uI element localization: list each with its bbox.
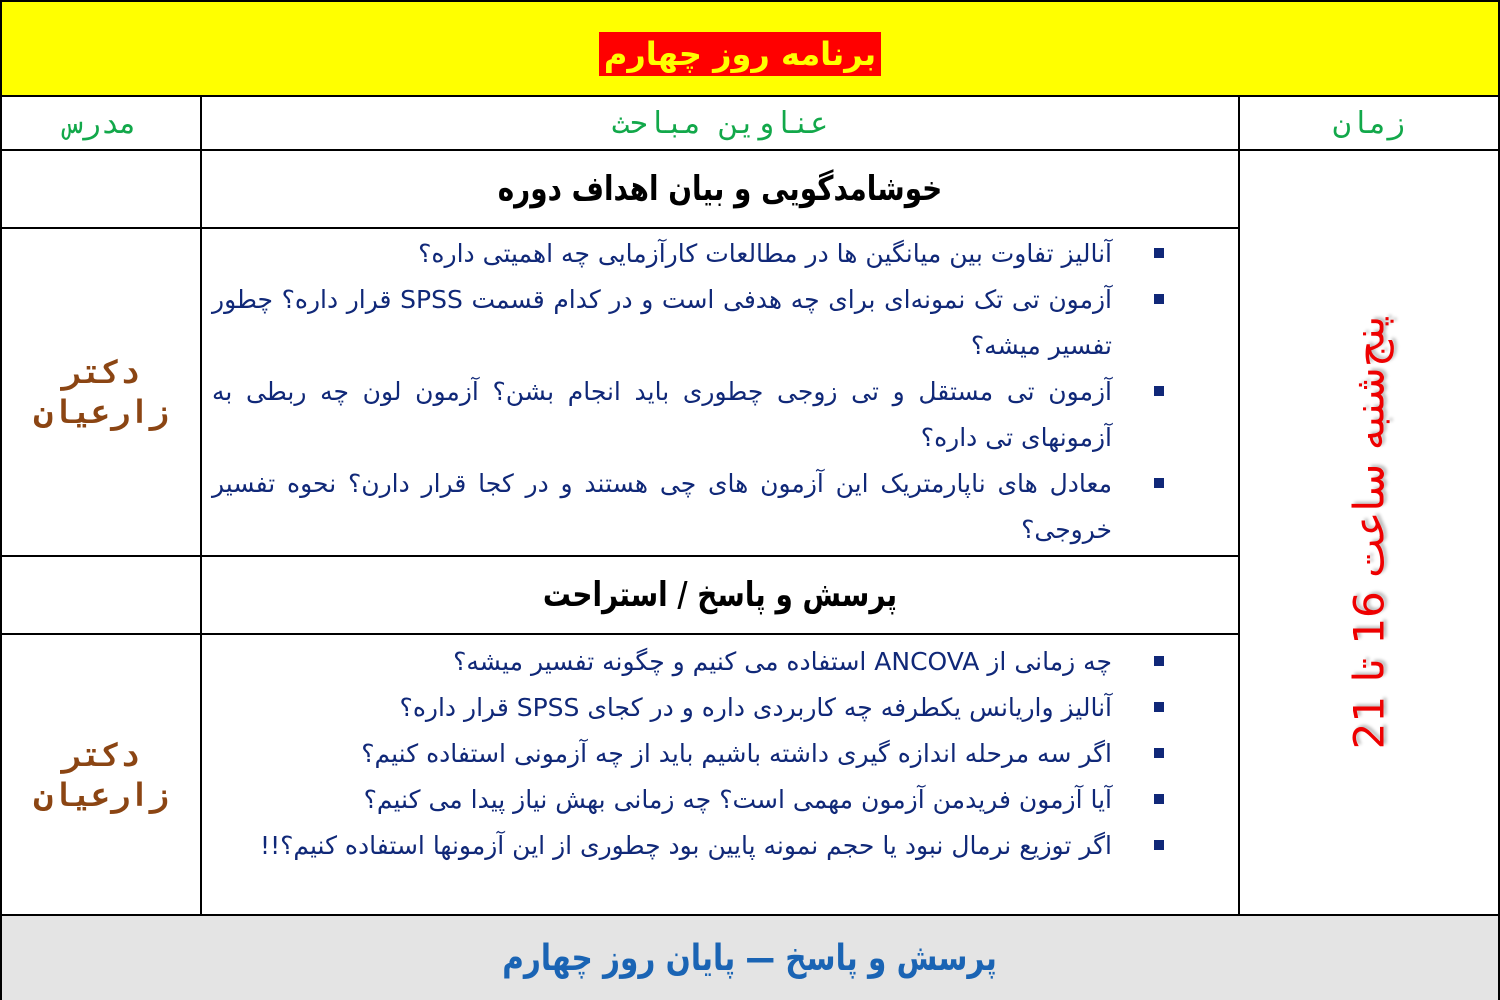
instructor-title: دکتر xyxy=(62,735,140,774)
section-title-welcome: خوشامدگویی و بیان اهداف دوره xyxy=(497,169,943,209)
list-item: اگر توزیع نرمال نبود یا حجم نمونه پایین بود چطوری از این آزمونها استفاده کنیم؟!! xyxy=(212,823,1164,869)
list-item: اگر سه مرحله اندازه گیری داشته باشیم باید از چه آزمونی استفاده کنیم؟ xyxy=(212,731,1164,777)
square-bullet-icon xyxy=(1154,478,1164,488)
topic-list-1 xyxy=(212,231,1164,553)
list-item: معادل های ناپارمتریک این آزمون های چی هستند و در کجا قرار دارن؟ نحوه تفسیر خروجی؟ xyxy=(212,461,1164,553)
section-title-qa-break: پرسش و پاسخ / استراحت xyxy=(542,575,898,615)
instructor-cell-1 xyxy=(2,229,200,555)
page-title: برنامه روز چهارم xyxy=(603,35,877,73)
square-bullet-icon xyxy=(1154,794,1164,804)
time-value: پنج‌شنبه ساعت 16 تا 21 xyxy=(1344,315,1394,750)
instructor-name: زارعیان xyxy=(33,393,169,431)
list-item: آنالیز واریانس یکطرفه چه کاربردی داره و در کجای SPSS قرار داره؟ xyxy=(212,685,1164,731)
square-bullet-icon xyxy=(1154,656,1164,666)
title-bar xyxy=(2,2,1498,97)
square-bullet-icon xyxy=(1154,702,1164,712)
instructor-column-line xyxy=(200,97,202,916)
instructor-name: زارعیان xyxy=(33,775,169,814)
square-bullet-icon xyxy=(1154,248,1164,258)
instructor-title: دکتر xyxy=(62,353,140,391)
time-cell xyxy=(1240,151,1498,914)
square-bullet-icon xyxy=(1154,840,1164,850)
header-time: زمان xyxy=(1332,105,1406,141)
list-item: آنالیز تفاوت بین میانگین ها در مطالعات کارآزمایی چه اهمیتی داره؟ xyxy=(212,231,1164,277)
square-bullet-icon xyxy=(1154,386,1164,396)
square-bullet-icon xyxy=(1154,748,1164,758)
list-item: آیا آزمون فریدمن آزمون مهمی است؟ چه زمانی بهش نیاز پیدا می کنیم؟ xyxy=(212,777,1164,823)
header-instructor: مدرس xyxy=(64,105,138,141)
list-item: آزمون تی تک نمونه‌ای برای چه هدفی است و در کدام قسمت SPSS قرار داره؟ چطور تفسیر میشه؟ xyxy=(212,277,1164,369)
list-item: آزمون تی مستقل و تی زوجی چطوری باید انجام بشن؟ آزمون لون چه ربطی به آزمونهای تی داره؟ xyxy=(212,369,1164,461)
footer-bar xyxy=(2,916,1498,1000)
title-box xyxy=(599,32,881,76)
footer-text: پرسش و پاسخ — پایان روز چهارم xyxy=(502,937,998,979)
list-item: چه زمانی از ANCOVA استفاده می کنیم و چگونه تفسیر میشه؟ xyxy=(212,639,1164,685)
instructor-cell-2 xyxy=(2,635,200,914)
square-bullet-icon xyxy=(1154,294,1164,304)
header-topics: عناوین مباحث xyxy=(611,105,829,141)
topic-list-2 xyxy=(212,639,1164,869)
